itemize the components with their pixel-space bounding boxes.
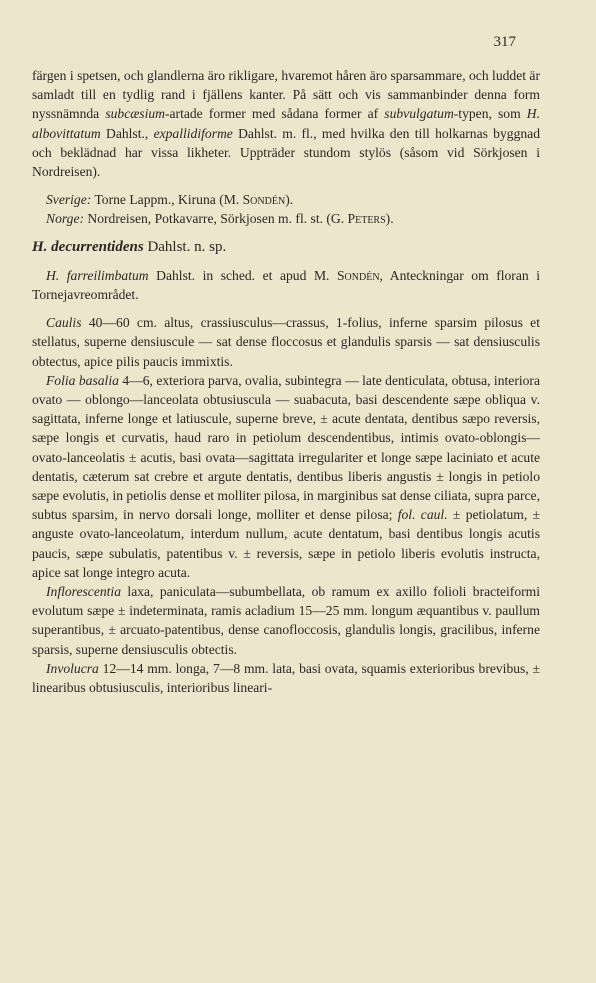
text-run: 40—60 cm. altus, crassiusculus—crassus, 1-folius, inferne sparsim pilosus et stellatus, superne densiuscule — sat dense floccosus et glandulis sparsis — sat densiusculis obtectus, apice pilis paucis immixtis. xyxy=(32,315,540,369)
text-run: laxa, paniculata—subumbellata, ob ramum ex axillo folioli bracteiformi evolutum sæpe ± indeterminata, ramis acladium 15—25 mm. longum æquantibus v. paullum superantibus, ± arcuato-patentibus, dense canofloccosis, glandulis longis, gracilibus, inferne sparsis, superne densiusculis obtectis. xyxy=(32,584,540,657)
page-number: 317 xyxy=(493,34,516,50)
collector-name: Sondén xyxy=(336,267,380,283)
species-heading xyxy=(32,238,540,257)
section-label: Involucra xyxy=(46,660,99,676)
text-run: Nordreisen, Potkavarre, Sörkjosen m. fl. st. (G. xyxy=(84,211,348,227)
caulis-paragraph xyxy=(32,313,540,371)
text-run: ). xyxy=(385,211,394,227)
text-run: Dahlst. in sched. et apud M. xyxy=(148,267,337,283)
taxon-name: expallidiforme xyxy=(153,125,233,141)
country-label: Sverige: xyxy=(46,192,92,208)
collector-name: Sondén xyxy=(242,192,286,208)
species-name: H. decurrentidens xyxy=(32,238,144,255)
text-run: 4—6, exteriora parva, ovalia, subintegra — late denticulata, obtusa, interiora ovato — oblongo—lanceolata obtusiuscula — suabacuta, basi descendente sæpe obliqua v. sagittata, inferne longe et latiuscule, superne breve, ± acute dentata, dentibus sæpo reversis, sæpe longis et curvatis, haud raro in petiolum descendentibus, intimis ovato-oblongis—ovato-lanceolatis ± acutis, basi ovata—sagittata irregulariter et longe sæpe laciniato et acute dentatis, cæterum sat crebre et argute dentatis, dentibus liberis angustis ± longis in petiolo sæpe evolutis, in petiolis dense et molliter pilosa, in marginibus sat dense ciliata, supra parce, subtus sparsim, in nervo dorsali longe, molliter et dense pilosa; xyxy=(32,372,540,523)
text-column xyxy=(32,66,540,697)
text-run: Dahlst. m. fl., med hvilka den till holkarnas byggnad och beklädnad har vissa likheter. Uppträder stundom stylös (såsom vid Sörkjosen i Nordreisen). xyxy=(32,125,540,180)
text-run: Dahlst., xyxy=(100,125,154,141)
text-run: -typen, som xyxy=(453,106,527,122)
text-run: färgen i spetsen, och glandlerna äro rikligare, hvaremot håren äro sparsammare, och luddet är samladt till en tydlig rand i fjällens kanter. På sätt och vis sammanbinder denna form nyssnämnda xyxy=(32,68,540,122)
locality-sweden xyxy=(32,190,540,209)
text-run: Torne Lappm., Kiruna (M. xyxy=(91,192,243,208)
synonym-paragraph xyxy=(32,266,540,304)
author-text: Dahlst. n. sp. xyxy=(143,238,227,255)
section-label: Folia basalia xyxy=(46,372,119,388)
paragraph-description xyxy=(32,66,540,181)
text-run: ). xyxy=(285,192,294,208)
collector-name: Peters xyxy=(347,211,386,227)
inflorescentia-paragraph xyxy=(32,582,540,659)
taxon-name: subvulgatum xyxy=(384,106,454,122)
text-run: 12—14 mm. longa, 7—8 mm. lata, basi ovata, squamis exterioribus brevibus, ± linearibus obtusiusculis, interioribus lineari- xyxy=(32,660,540,696)
section-label: Caulis xyxy=(46,315,82,331)
involucra-paragraph xyxy=(32,659,540,697)
synonym-name: H. farreilimbatum xyxy=(46,267,149,283)
taxon-name: H. albovittatum xyxy=(32,106,540,141)
locality-norway xyxy=(32,209,540,228)
section-label: Inflorescentia xyxy=(46,584,121,600)
abbreviation: fol. caul. xyxy=(397,507,448,523)
text-run: ± petiolatum, ± anguste ovato-lanceolatum, interdum nullum, acute dentatum, basi dentibus longis acutis paucis, sæpe subulatis, patentibus v. ± reversis, sæpe in petiolo liberis evolutis instructa, apice sat longe integro acuta. xyxy=(32,507,541,580)
taxon-name: subcæsium xyxy=(105,106,165,122)
folia-paragraph xyxy=(32,371,540,582)
text-run: , Anteckningar om floran i Tornejavreområdet. xyxy=(32,267,540,303)
text-run: -artade former med sådana former af xyxy=(164,106,385,122)
country-label: Norge: xyxy=(46,211,85,227)
